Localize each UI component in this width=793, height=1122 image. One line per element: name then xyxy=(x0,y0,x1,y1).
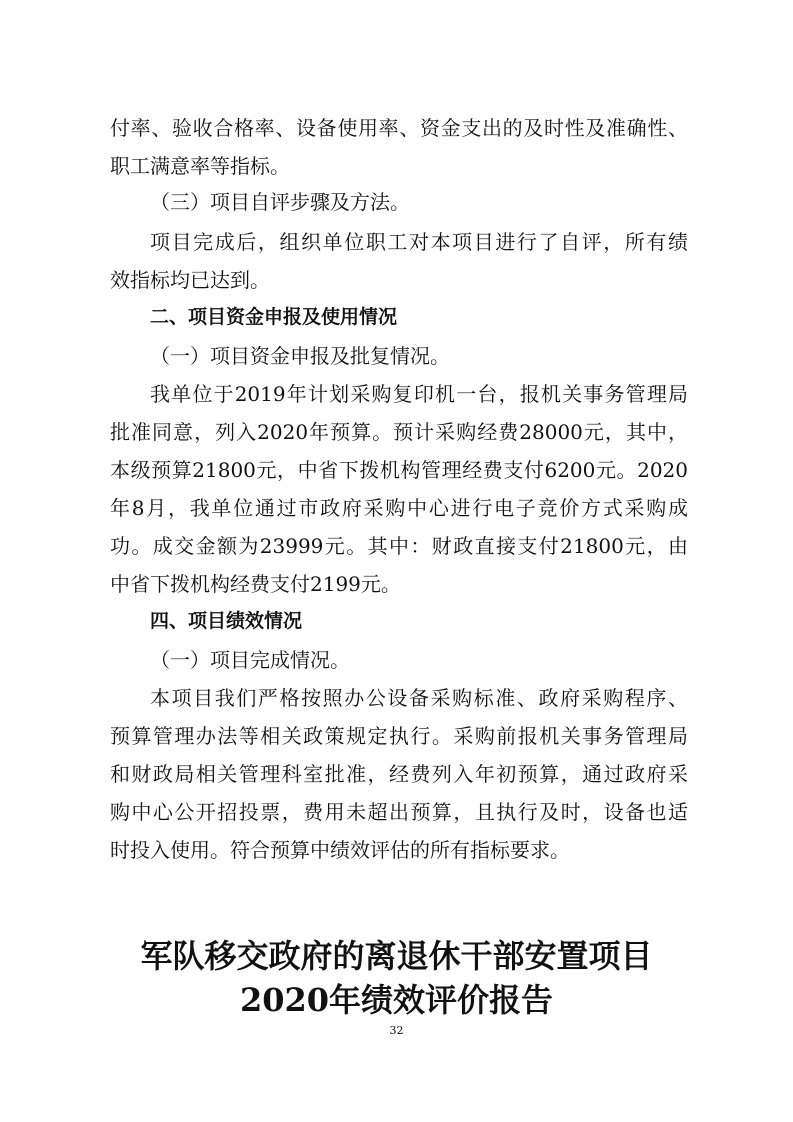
paragraph-line: 职工满意率等指标。 xyxy=(110,154,290,178)
paragraph-line: 效指标均已达到。 xyxy=(110,268,270,292)
paragraph-line: 我单位于2019年计划采购复印机一台，报机关事务管理局 xyxy=(150,382,688,406)
paragraph-line: 年8月，我单位通过市政府采购中心进行电子竞价方式采购成 xyxy=(110,496,688,520)
paragraph-line: 中省下拨机构经费支付2199元。 xyxy=(110,572,401,596)
paragraph-line: 本项目我们严格按照办公设备采购标准、政府采购程序、 xyxy=(150,686,688,710)
report-title-line-2: 2020年绩效评价报告 xyxy=(239,981,554,1019)
section-heading: 四、项目绩效情况 xyxy=(150,610,303,632)
paragraph-line: 付率、验收合格率、设备使用率、资金支出的及时性及准确性、 xyxy=(110,116,688,140)
paragraph-line: 时投入使用。符合预算中绩效评估的所有指标要求。 xyxy=(110,838,570,862)
subheading: （三）项目自评步骤及方法。 xyxy=(150,190,410,214)
paragraph-line: 批准同意，列入2020年预算。预计采购经费28000元，其中， xyxy=(110,420,688,444)
section-heading: 二、项目资金申报及使用情况 xyxy=(150,306,398,328)
paragraph-line: 预算管理办法等相关政策规定执行。采购前报机关事务管理局 xyxy=(110,724,688,748)
report-title-line-1: 军队移交政府的离退休干部安置项目 xyxy=(140,937,653,975)
paragraph-line: 项目完成后，组织单位职工对本项目进行了自评，所有绩 xyxy=(150,230,688,254)
page-number: 32 xyxy=(389,1024,404,1037)
paragraph-line: 功。成交金额为23999元。其中：财政直接支付21800元，由 xyxy=(110,534,688,558)
paragraph-line: 购中心公开招投票，费用未超出预算，且执行及时，设备也适 xyxy=(110,800,688,824)
paragraph-line: 本级预算21800元，中省下拨机构管理经费支付6200元。2020 xyxy=(110,458,688,482)
subheading: （一）项目完成情况。 xyxy=(150,648,350,672)
subheading: （一）项目资金申报及批复情况。 xyxy=(150,344,450,368)
paragraph-line: 和财政局相关管理科室批准，经费列入年初预算，通过政府采 xyxy=(110,762,688,786)
